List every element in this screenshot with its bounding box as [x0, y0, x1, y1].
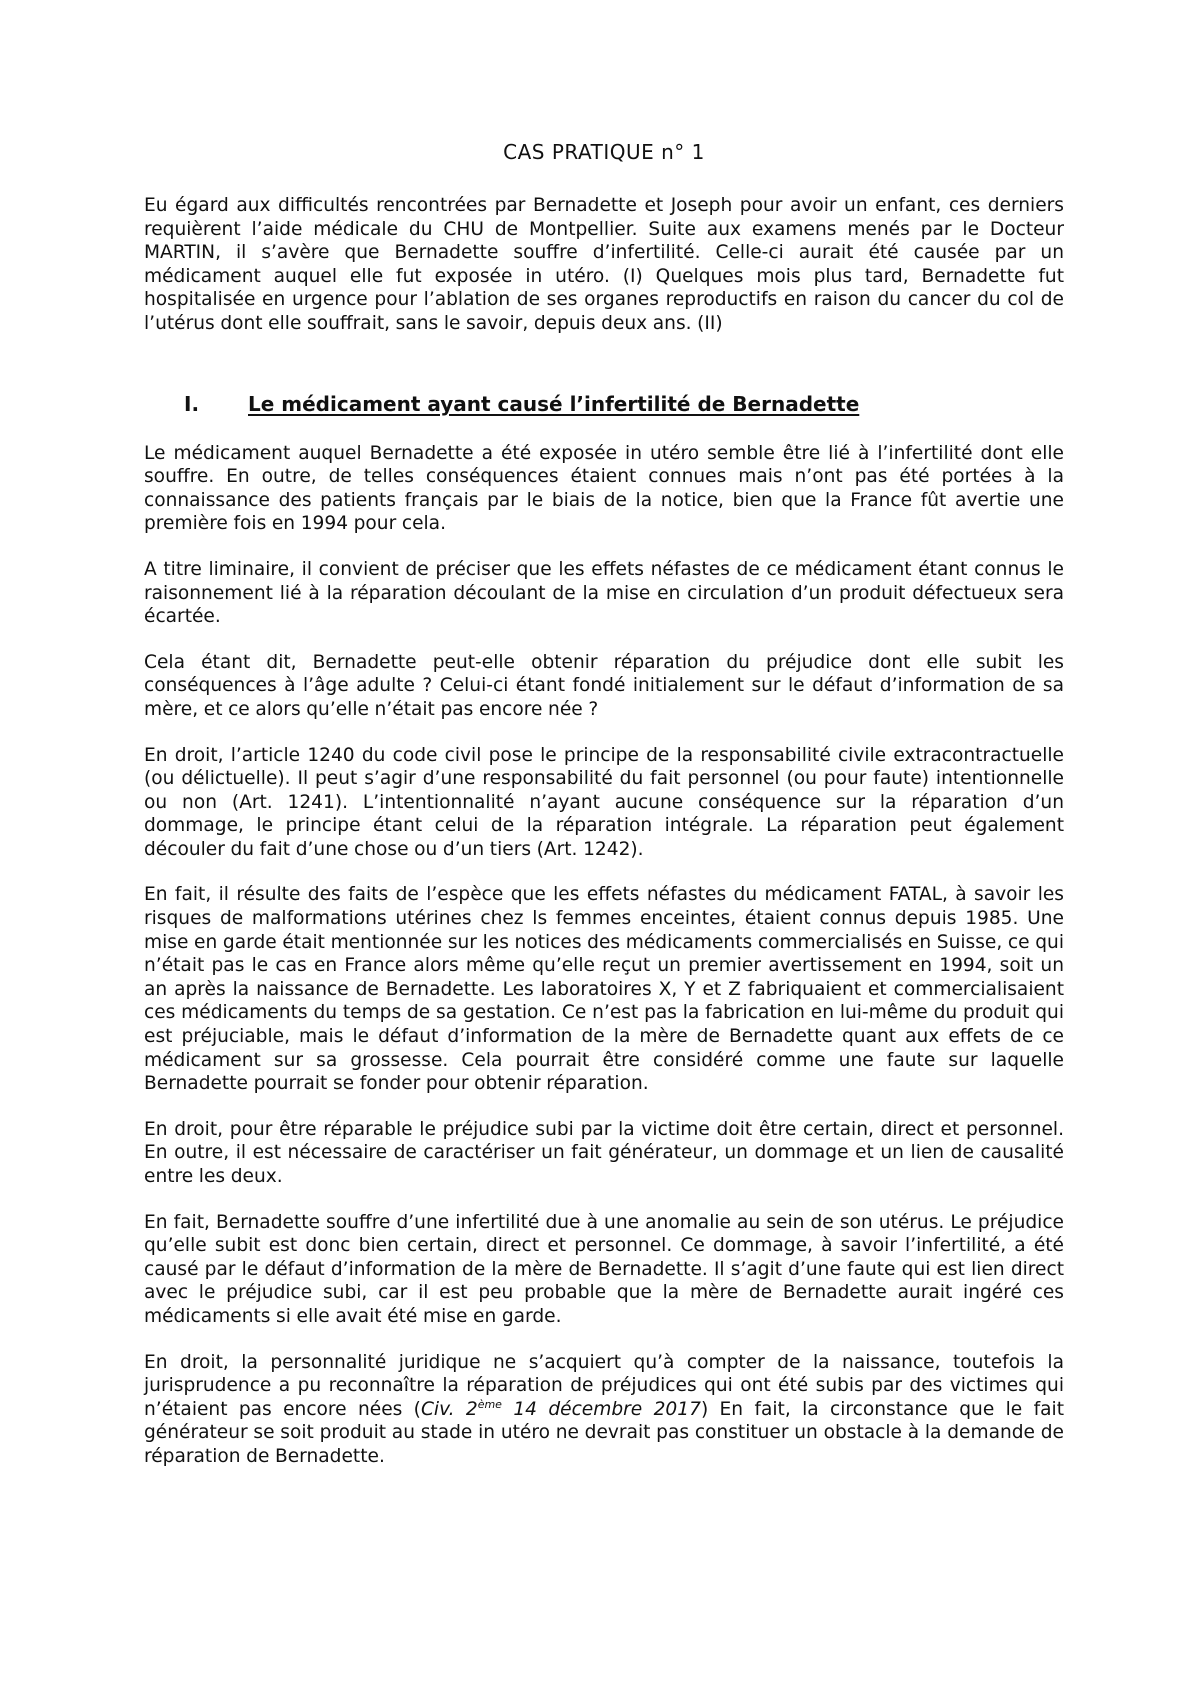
citation-date: 14 décembre 2017: [501, 1398, 701, 1420]
paragraph-7: En fait, Bernadette souffre d’une infertilité due à une anomalie au sein de son utérus. Le préjudice qu’elle subit est donc bien certain, direct et personnel. Ce dommage, à savoir l’infertilité, a été causé par le défaut d’information de la mère de Bernadette. Il s’agit d’une faute qui est lien direct avec le préjudice subi, car il est peu probable que la mère de Bernadette aurait ingéré ces médicaments si elle avait été mise en garde.: [144, 1211, 1064, 1327]
paragraph-8-text-after: ) En fait, la circonstance que le fait générateur se soit produit au stade in utéro ne devrait pas constituer un obstacle à la demande de réparation de Bernadette.: [144, 1398, 1064, 1467]
document-title: CAS PRATIQUE n° 1: [503, 140, 705, 164]
citation-superscript: ème: [477, 1397, 502, 1411]
document-body: [144, 140, 1064, 1491]
paragraph-2: A titre liminaire, il convient de préciser que les effets néfastes de ce médicament étant connus le raisonnement lié à la réparation découlant de la mise en circulation d’un produit défectueux sera écartée.: [144, 558, 1064, 628]
section-title: Le médicament ayant causé l’infertilité de Bernadette: [248, 391, 860, 416]
paragraph-1: Le médicament auquel Bernadette a été exposée in utéro semble être lié à l’infertilité dont elle souffre. En outre, de telles conséquences étaient connues mais n’ont pas été portées à la connaissance des patients français par le biais de la notice, bien que la France fût avertie une première fois en 1994 pour cela.: [144, 442, 1064, 535]
paragraph-8: [144, 1351, 1064, 1469]
intro-paragraph: Eu égard aux difficultés rencontrées par Bernadette et Joseph pour avoir un enfant, ces derniers requièrent l’aide médicale du CHU de Montpellier. Suite aux examens menés par le Docteur MARTIN, il s’avère que Bernadette souffre d’infertilité. Celle-ci aurait été causée par un médicament auquel elle fut exposée in utéro. (I) Quelques mois plus tard, Bernadette fut hospitalisée en urgence pour l’ablation de ses organes reproductifs en raison du cancer du col de l’utérus dont elle souffrait, sans le savoir, depuis deux ans. (II): [144, 195, 1064, 334]
paragraph-4: En droit, l’article 1240 du code civil pose le principe de la responsabilité civile extracontractuelle (ou délictuelle). Il peut s’agir d’une responsabilité du fait personnel (ou pour faute) intentionnelle ou non (Art. 1241). L’intentionnalité n’ayant aucune conséquence sur la réparation d’un dommage, le principe étant celui de la réparation intégrale. La réparation peut également découler du fait d’une chose ou d’un tiers (Art. 1242).: [144, 744, 1064, 860]
paragraph-8-text-before: En droit, la personnalité juridique ne s’acquiert qu’à compter de la naissance, toutefois la jurisprudence a pu reconnaître la réparation de préjudices qui ont été subis par des victimes qui n’étaient pas encore nées (: [144, 1351, 1064, 1420]
section-heading: [184, 392, 1064, 416]
citation-court: Civ. 2: [420, 1398, 478, 1420]
paragraph-3: Cela étant dit, Bernadette peut-elle obtenir réparation du préjudice dont elle subit les conséquences à l’âge adulte ? Celui-ci étant fondé initialement sur le défaut d’information de sa mère, et ce alors qu’elle n’était pas encore née ?: [144, 651, 1064, 720]
section-number: I.: [184, 391, 200, 416]
paragraph-5: En fait, il résulte des faits de l’espèce que les effets néfastes du médicament FATAL, à savoir les risques de malformations utérines chez ls femmes enceintes, étaient connus depuis 1985. Une mise en garde était mentionnée sur les notices des médicaments commercialisés en Suisse, ce qui n’était pas le cas en France alors même qu’elle reçut un premier avertissement en 1994, soit un an après la naissance de Bernadette. Les laboratoires X, Y et Z fabriquaient et commercialisaient ces médicaments du temps de sa gestation. Ce n’est pas la fabrication en lui-même du produit qui est préjuciable, mais le défaut d’information de la mère de Bernadette quant aux effets de ce médicament sur sa grossesse. Cela pourrait être considéré comme une faute sur laquelle Bernadette pourrait se fonder pour obtenir réparation.: [144, 884, 1064, 1095]
paragraph-6: En droit, pour être réparable le préjudice subi par la victime doit être certain, direct et personnel. En outre, il est nécessaire de caractériser un fait générateur, un dommage et un lien de causalité entre les deux.: [144, 1118, 1064, 1187]
